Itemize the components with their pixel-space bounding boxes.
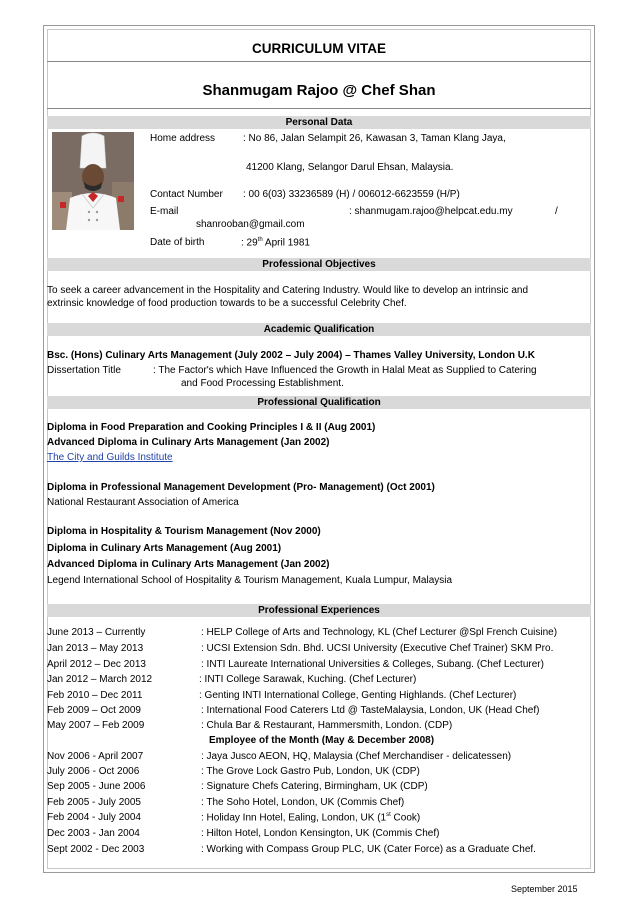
qualification-institution: National Restaurant Association of America (47, 497, 239, 508)
dob-value: : 29th April 1981 (241, 237, 310, 249)
experience-desc: : UCSI Extension Sdn. Bhd. UCSI University (Executive Chef Trainer) SKM Pro. (201, 643, 554, 654)
section-academic-qualification: Academic Qualification (47, 323, 591, 336)
experience-date: Sept 2002 - Dec 2003 (47, 844, 145, 855)
city-and-guilds-link[interactable]: The City and Guilds Institute (47, 452, 173, 463)
email-label: E-mail (150, 206, 179, 217)
cv-title: CURRICULUM VITAE (252, 41, 386, 56)
section-professional-experiences: Professional Experiences (47, 604, 591, 617)
contact-number-value: : 00 6(03) 33236589 (H) / 006012-6623559 (H/P) (243, 189, 460, 200)
qualification-item: Diploma in Hospitality & Tourism Management (Nov 2000) (47, 526, 321, 537)
dissertation-line2: and Food Processing Establishment. (181, 378, 344, 389)
experience-desc: : Holiday Inn Hotel, Ealing, London, UK (1st Cook) (201, 812, 421, 824)
email-value-2[interactable]: shanrooban@gmail.com (196, 219, 305, 230)
experience-date: April 2012 – Dec 2013 (47, 659, 146, 670)
experience-desc: : INTI Laureate International Universities & Colleges, Subang. (Chef Lecturer) (201, 659, 544, 670)
email-value[interactable]: : shanmugam.rajoo@helpcat.edu.my (349, 206, 513, 217)
experience-desc: : HELP College of Arts and Technology, KL (Chef Lecturer @Spl French Cuisine) (201, 627, 558, 638)
section-professional-qualification: Professional Qualification (47, 396, 591, 409)
footer-date: September 2015 (511, 884, 578, 894)
section-personal-data: Personal Data (47, 116, 591, 129)
qualification-item: Diploma in Culinary Arts Management (Aug 2001) (47, 543, 282, 554)
home-address-label: Home address (150, 133, 216, 144)
objectives-line1: To seek a career advancement in the Hospitality and Catering Industry. Would like to develop an intrinsic and (47, 285, 529, 296)
experience-date: Jan 2012 – March 2012 (47, 674, 153, 685)
qualification-item: Advanced Diploma in Culinary Arts Management (Jan 2002) (47, 559, 330, 570)
experience-desc: : Genting INTI International College, Genting Highlands. (Chef Lecturer) (199, 690, 517, 701)
employee-of-the-month: Employee of the Month (May & December 2008) (209, 735, 435, 746)
experience-desc: : Hilton Hotel, London Kensington, UK (Commis Chef) (201, 828, 440, 839)
experience-date: Nov 2006 - April 2007 (47, 751, 144, 762)
experience-date: July 2006 - Oct 2006 (47, 766, 140, 777)
chef-portrait-icon (52, 132, 134, 230)
experience-desc: : International Food Caterers Ltd @ TasteMalaysia, London, UK (Head Chef) (201, 705, 540, 716)
experience-desc: : Chula Bar & Restaurant, Hammersmith, London. (CDP) (201, 720, 453, 731)
contact-number-label: Contact Number (150, 189, 223, 200)
experience-desc: : INTI College Sarawak, Kuching. (Chef Lecturer) (199, 674, 417, 685)
dob-label: Date of birth (150, 237, 205, 248)
experience-date: Dec 2003 - Jan 2004 (47, 828, 140, 839)
experience-desc: : Jaya Jusco AEON, HQ, Malaysia (Chef Merchandiser - delicatessen) (201, 751, 512, 762)
divider (47, 108, 591, 109)
degree: Bsc. (Hons) Culinary Arts Management (July 2002 – July 2004) – Thames Valley University, London U.K (47, 350, 535, 361)
candidate-name: Shanmugam Rajoo @ Chef Shan (202, 82, 436, 99)
email-separator: / (555, 206, 558, 217)
experience-date: Feb 2009 – Oct 2009 (47, 705, 141, 716)
experience-date: Feb 2005 - July 2005 (47, 797, 141, 808)
qualification-item: Diploma in Food Preparation and Cooking Principles I & II (Aug 2001) (47, 422, 376, 433)
experience-date: May 2007 – Feb 2009 (47, 720, 145, 731)
qualification-institution: Legend International School of Hospitality & Tourism Management, Kuala Lumpur, Malaysia (47, 575, 453, 586)
experience-desc: : Working with Compass Group PLC, UK (Cater Force) as a Graduate Chef. (201, 844, 536, 855)
home-address-line1: : No 86, Jalan Selampit 26, Kawasan 3, Taman Klang Jaya, (243, 133, 506, 144)
experience-desc: : The Soho Hotel, London, UK (Commis Chef) (201, 797, 405, 808)
experience-date: Feb 2004 - July 2004 (47, 812, 141, 823)
qualification-item: Diploma in Professional Management Development (Pro- Management) (Oct 2001) (47, 482, 435, 493)
experience-date: Jan 2013 – May 2013 (47, 643, 144, 654)
experience-date: Feb 2010 – Dec 2011 (47, 690, 143, 701)
profile-photo (52, 132, 134, 230)
section-professional-objectives: Professional Objectives (47, 258, 591, 271)
divider (47, 61, 591, 62)
experience-desc: : Signature Chefs Catering, Birmingham, UK (CDP) (201, 781, 428, 792)
experience-date: June 2013 – Currently (47, 627, 146, 638)
objectives-line2: extrinsic knowledge of food production towards to be a successful Celebrity Chef. (47, 298, 407, 309)
home-address-line2: 41200 Klang, Selangor Darul Ehsan, Malaysia. (246, 162, 454, 173)
experience-desc: : The Grove Lock Gastro Pub, London, UK (CDP) (201, 766, 420, 777)
dissertation-line1: : The Factor's which Have Influenced the Growth in Halal Meat as Supplied to Catering (153, 365, 537, 376)
experience-date: Sep 2005 - June 2006 (47, 781, 146, 792)
dissertation-label: Dissertation Title (47, 365, 121, 376)
qualification-item: Advanced Diploma in Culinary Arts Management (Jan 2002) (47, 437, 330, 448)
